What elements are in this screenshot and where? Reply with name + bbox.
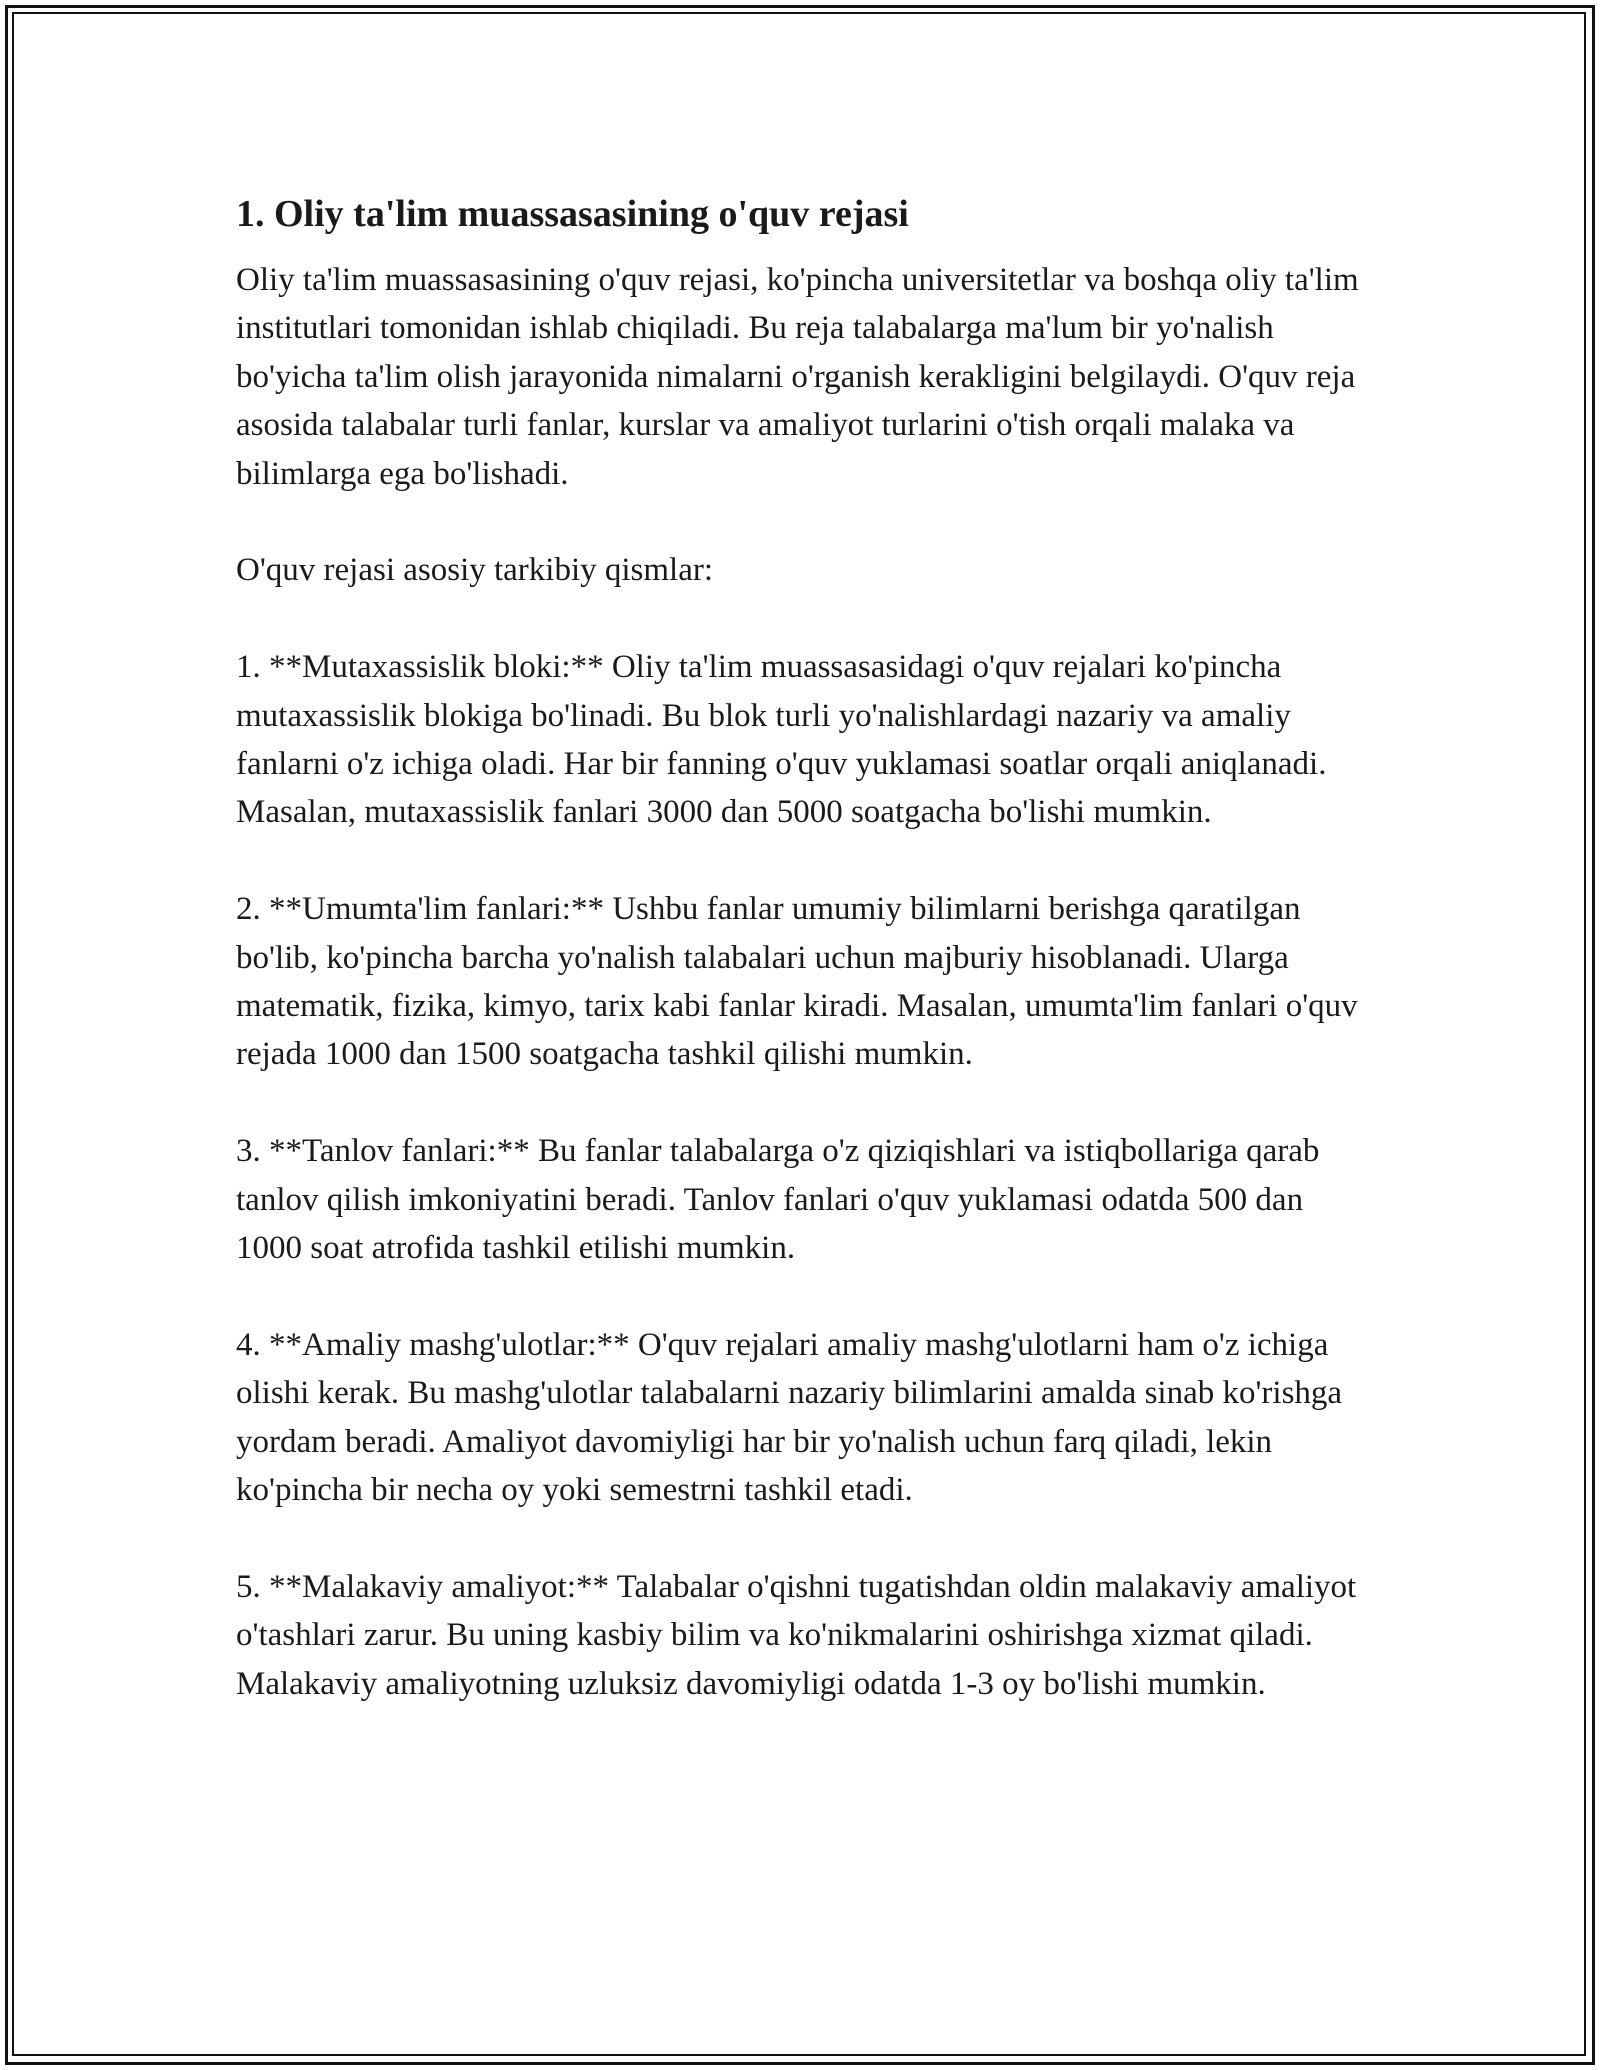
document-body (236, 188, 1376, 1756)
paragraph-item-3: 3. **Tanlov fanlari:** Bu fanlar talabalarga o'z qiziqishlari va istiqbollariga qarab tanlov qilish imkoniyatini beradi. Tanlov fanlari o'quv yuklamasi odatda 500 dan 1000 soat atrofida tashkil etilishi mumkin. (236, 1133, 1320, 1267)
paragraph-item-1: 1. **Mutaxassislik bloki:** Oliy ta'lim muassasasidagi o'quv rejalari ko'pincha mutaxassislik blokiga bo'linadi. Bu blok turli yo'nalishlardagi nazariy va amaliy fanlarni o'z ichiga oladi. Har bir fanning o'quv yuklamasi soatlar orqali aniqlanadi. Masalan, mutaxassislik fanlari 3000 dan 5000 soatgacha bo'lishi mumkin. (236, 649, 1327, 831)
paragraph-intro: Oliy ta'lim muassasasining o'quv rejasi, ko'pincha universitetlar va boshqa oliy ta'lim institutlari tomonidan ishlab chiqiladi. Bu reja talabalarga ma'lum bir yo'nalish bo'yicha ta'lim olish jarayonida nimalarni o'rganish kerakligini belgilaydi. O'quv reja asosida talabalar turli fanlar, kurslar va amaliyot turlarini o'tish orqali malaka va bilimlarga ega bo'lishadi. (236, 262, 1359, 492)
paragraph-item-2: 2. **Umumta'lim fanlari:** Ushbu fanlar umumiy bilimlarni berishga qaratilgan bo'lib, ko'pincha barcha yo'nalish talabalari uchun majburiy hisoblanadi. Ularga matematik, fizika, kimyo, tarix kabi fanlar kiradi. Masalan, umumta'lim fanlari o'quv rejada 1000 dan 1500 soatgacha tashkil qilishi mumkin. (236, 891, 1358, 1073)
document-title: 1. Oliy ta'lim muassasasining o'quv rejasi (236, 193, 909, 235)
paragraph-item-4: 4. **Amaliy mashg'ulotlar:** O'quv rejalari amaliy mashg'ulotlarni ham o'z ichiga olishi kerak. Bu mashg'ulotlar talabalarni nazariy bilimlarini amalda sinab ko'rishga yordam beradi. Amaliyot davomiyligi har bir yo'nalish uchun farq qiladi, lekin ko'pincha bir necha oy yoki semestrni tashkil etadi. (236, 1326, 1343, 1509)
paragraph-item-5: 5. **Malakaviy amaliyot:** Talabalar o'qishni tugatishdan oldin malakaviy amaliyot o'tashlari zarur. Bu uning kasbiy bilim va ko'nikmalarini oshirishga xizmat qiladi. Malakaviy amaliyotning uzluksiz davomiyligi odatda 1-3 oy bo'lishi mumkin. (236, 1568, 1357, 1702)
paragraph-components-heading: O'quv rejasi asosiy tarkibiy qismlar: (236, 552, 714, 589)
